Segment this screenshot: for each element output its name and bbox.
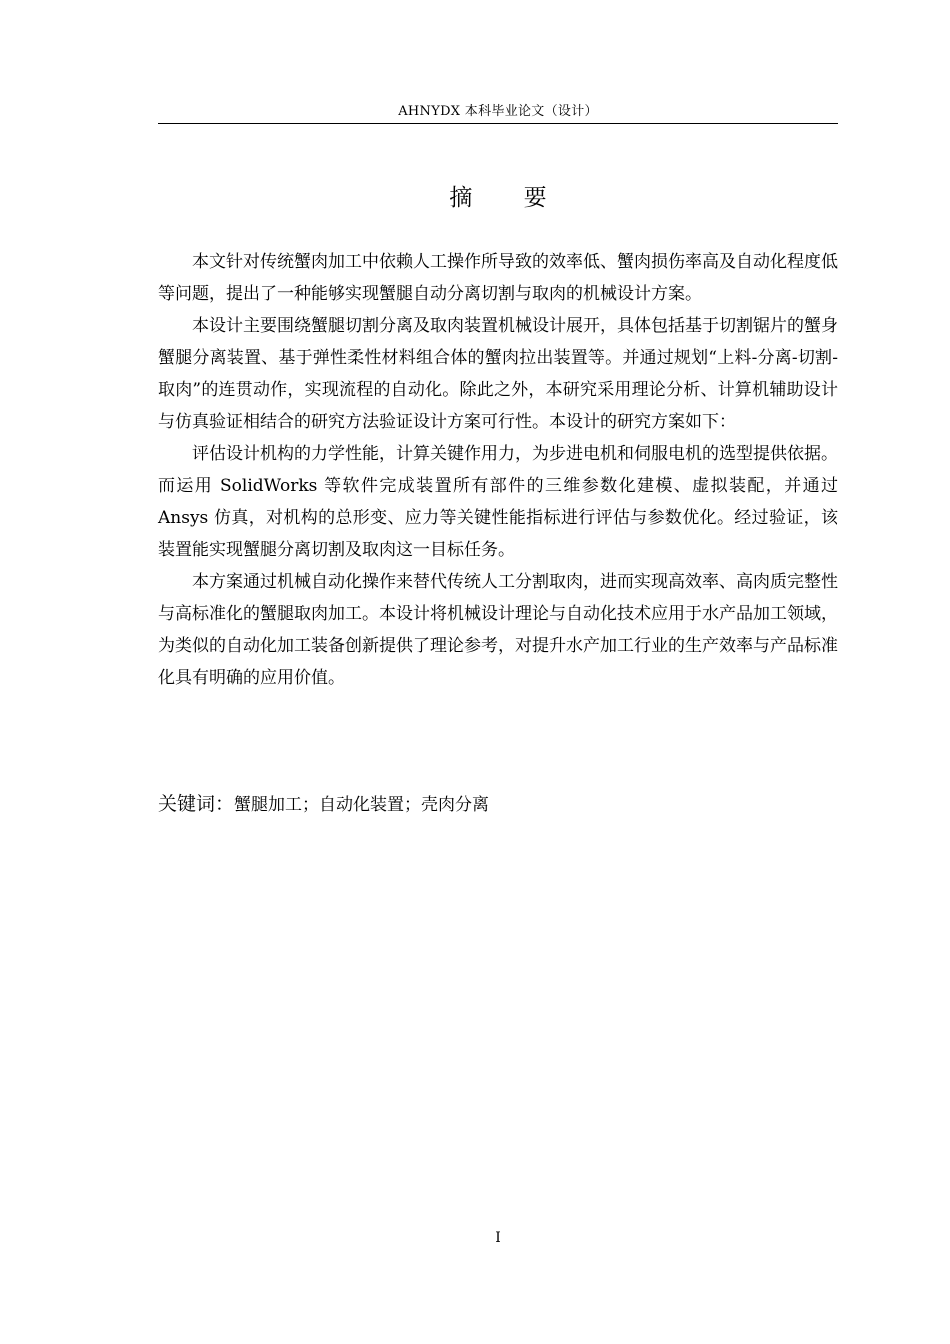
header-divider (158, 123, 838, 124)
abstract-paragraph-3: 评估设计机构的力学性能，计算关键作用力，为步进电机和伺服电机的选型提供依据。而运用 SolidWorks 等软件完成装置所有部件的三维参数化建模、虚拟装配，并通过 Ansys 仿真，对机构的总形变、应力等关键性能指标进行评估与参数优化。经过验证，该装置能实现蟹腿分离切割及取肉这一目标任务。 (158, 444, 838, 560)
abstract-paragraph-1: 本文针对传统蟹肉加工中依赖人工操作所导致的效率低、蟹肉损伤率高及自动化程度低等问题，提出了一种能够实现蟹腿自动分离切割与取肉的机械设计方案。 (158, 252, 838, 304)
page-number: I (495, 1230, 501, 1246)
keywords-value: 蟹腿加工；自动化装置；壳肉分离 (234, 795, 490, 815)
abstract-title: 摘 要 (449, 185, 569, 211)
keywords-line (158, 788, 838, 821)
abstract-paragraph-4: 本方案通过机械自动化操作来替代传统人工分割取肉，进而实现高效率、高肉质完整性与高标准化的蟹腿取肉加工。本设计将机械设计理论与自动化技术应用于水产品加工领域，为类似的自动化加工装备创新提供了理论参考，对提升水产加工行业的生产效率与产品标准化具有明确的应用价值。 (158, 572, 838, 688)
abstract-paragraph-2: 本设计主要围绕蟹腿切割分离及取肉装置机械设计展开，具体包括基于切割锯片的蟹身蟹腿分离装置、基于弹性柔性材料组合体的蟹肉拉出装置等。并通过规划“上料-分离-切割-取肉”的连贯动作，实现流程的自动化。除此之外，本研究采用理论分析、计算机辅助设计与仿真验证相结合的研究方法验证设计方案可行性。本设计的研究方案如下： (158, 316, 838, 432)
running-header: AHNYDX 本科毕业论文（设计） (398, 104, 598, 119)
abstract-body (158, 246, 838, 694)
keywords-label: 关键词： (158, 793, 235, 815)
